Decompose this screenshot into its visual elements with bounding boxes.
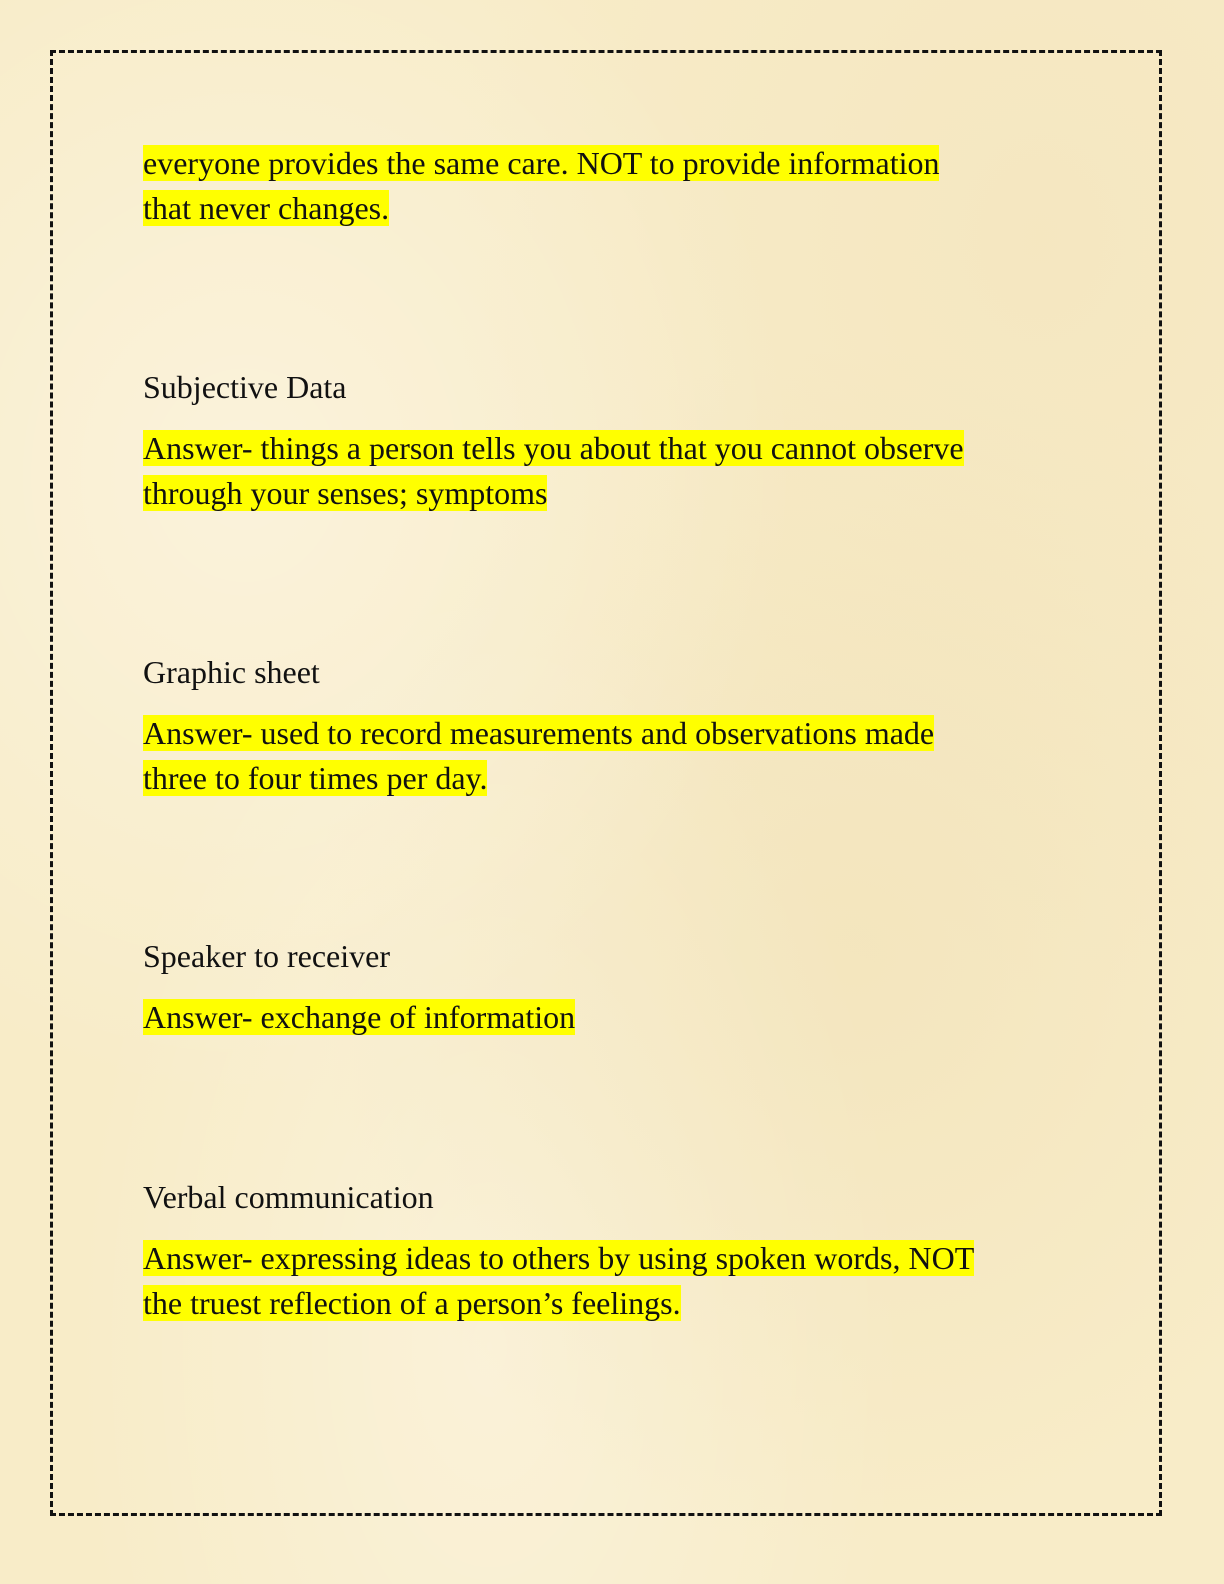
answer-line: Answer- expressing ideas to others by using spoken words, NOT <box>143 1240 975 1276</box>
answer-line: everyone provides the same care. NOT to provide information <box>143 145 940 181</box>
continuation-answer <box>143 141 1103 231</box>
answer-line: Answer- exchange of information <box>143 999 576 1035</box>
term-speaker-to-receiver: Speaker to receiver <box>143 938 390 974</box>
term-graphic-sheet: Graphic sheet <box>143 654 320 690</box>
answer-line: through your senses; symptoms <box>143 475 548 511</box>
term-verbal-communication: Verbal communication <box>143 1179 434 1215</box>
answer-graphic-sheet <box>143 711 1103 801</box>
answer-subjective-data <box>143 426 1103 516</box>
answer-line: Answer- things a person tells you about that you cannot observe <box>143 430 964 466</box>
answer-verbal-communication <box>143 1236 1103 1326</box>
answer-speaker-to-receiver <box>143 995 1103 1040</box>
answer-line: the truest reflection of a person’s feelings. <box>143 1285 681 1321</box>
answer-line: Answer- used to record measurements and observations made <box>143 715 935 751</box>
answer-line: three to four times per day. <box>143 760 488 796</box>
answer-line: that never changes. <box>143 190 390 226</box>
term-subjective-data: Subjective Data <box>143 369 347 405</box>
